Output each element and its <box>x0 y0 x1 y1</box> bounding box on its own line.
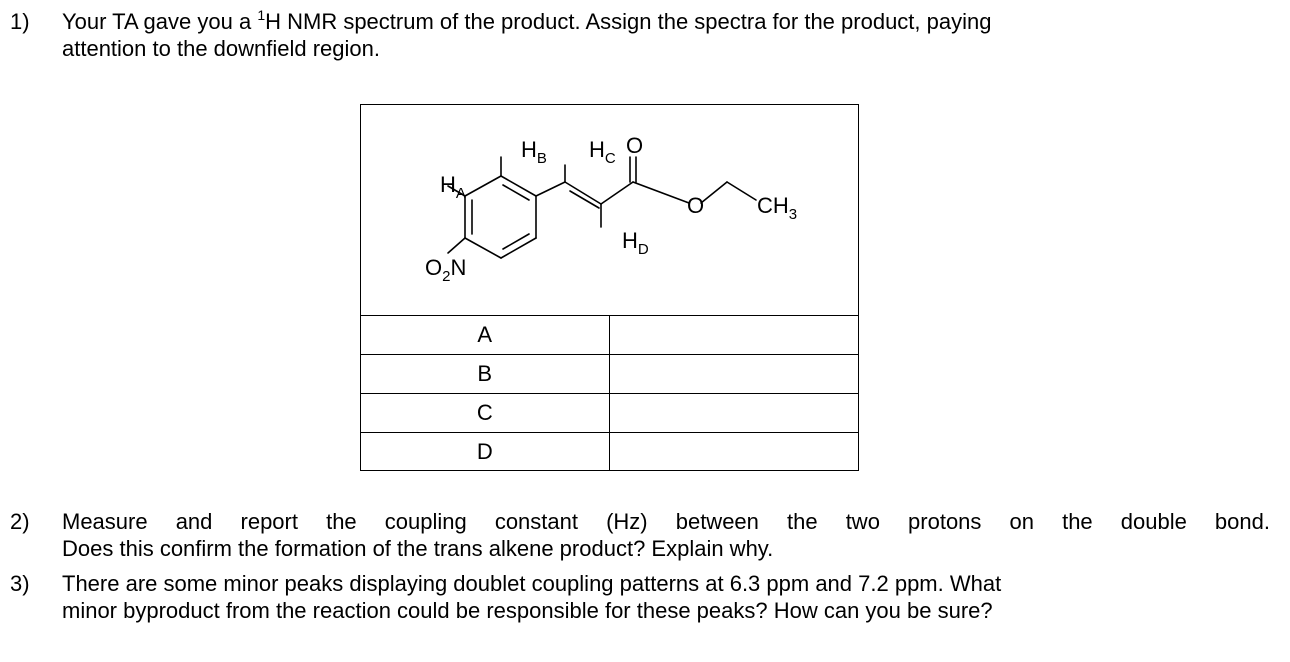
chemical-structure <box>361 105 858 315</box>
question-number: 1) <box>10 9 30 34</box>
table-row <box>361 394 858 433</box>
svg-text:HC: $H_C$ <box>589 137 616 167</box>
answer-cell[interactable] <box>609 433 858 472</box>
question-text-part: Your TA gave you a <box>62 9 252 34</box>
question-number: 3) <box>10 571 30 596</box>
question-text-part: H NMR spectrum of the product. Assign the spectra for the product, paying <box>265 9 992 34</box>
table-row <box>361 316 858 355</box>
question-3 <box>0 570 1290 630</box>
row-label: D <box>361 433 609 472</box>
assignment-table <box>361 315 858 471</box>
row-label: B <box>361 355 609 394</box>
label-ester-o: O <box>687 193 705 218</box>
question-text <box>62 8 991 62</box>
question-text-line: attention to the downfield region. <box>62 36 381 61</box>
answer-cell[interactable] <box>609 316 858 355</box>
superscript-1: 1 <box>257 6 266 23</box>
label-carbonyl-o: O <box>626 133 644 158</box>
structure-assignment-box <box>360 104 859 471</box>
label-h-d: H <box>622 228 638 253</box>
label-h-a: H <box>440 172 456 197</box>
answer-cell[interactable] <box>609 355 858 394</box>
label-h-c: H <box>589 137 605 162</box>
svg-text:O2N: $O_2N$ <box>425 255 467 285</box>
question-text <box>62 508 1270 562</box>
svg-text:HB: $H_B$ <box>521 137 547 167</box>
question-text-line: minor byproduct from the reaction could be responsible for these peaks? How can you be sure? <box>62 598 993 623</box>
row-label: C <box>361 394 609 433</box>
question-text-line: Measure and report the coupling constant (Hz) between the two protons on the double bond. <box>62 509 1270 534</box>
question-text-line: Does this confirm the formation of the trans alkene product? Explain why. <box>62 536 774 561</box>
question-number: 2) <box>10 509 30 534</box>
label-nitro: O <box>425 255 443 280</box>
table-row <box>361 433 858 472</box>
answer-cell[interactable] <box>609 394 858 433</box>
table-row <box>361 355 858 394</box>
svg-text:HA: $H_A$ <box>440 172 466 202</box>
label-ch3: CH <box>757 193 789 218</box>
svg-text:HD: $H_D$ <box>622 228 649 258</box>
label-h-b: H <box>521 137 537 162</box>
row-label: A <box>361 316 609 355</box>
question-1 <box>0 8 1290 68</box>
svg-text:CH3: $CH_3$ <box>757 193 798 223</box>
question-text-line: There are some minor peaks displaying doublet coupling patterns at 6.3 ppm and 7.2 ppm. What <box>62 571 1002 596</box>
question-text <box>62 570 1001 624</box>
question-2 <box>0 508 1290 568</box>
